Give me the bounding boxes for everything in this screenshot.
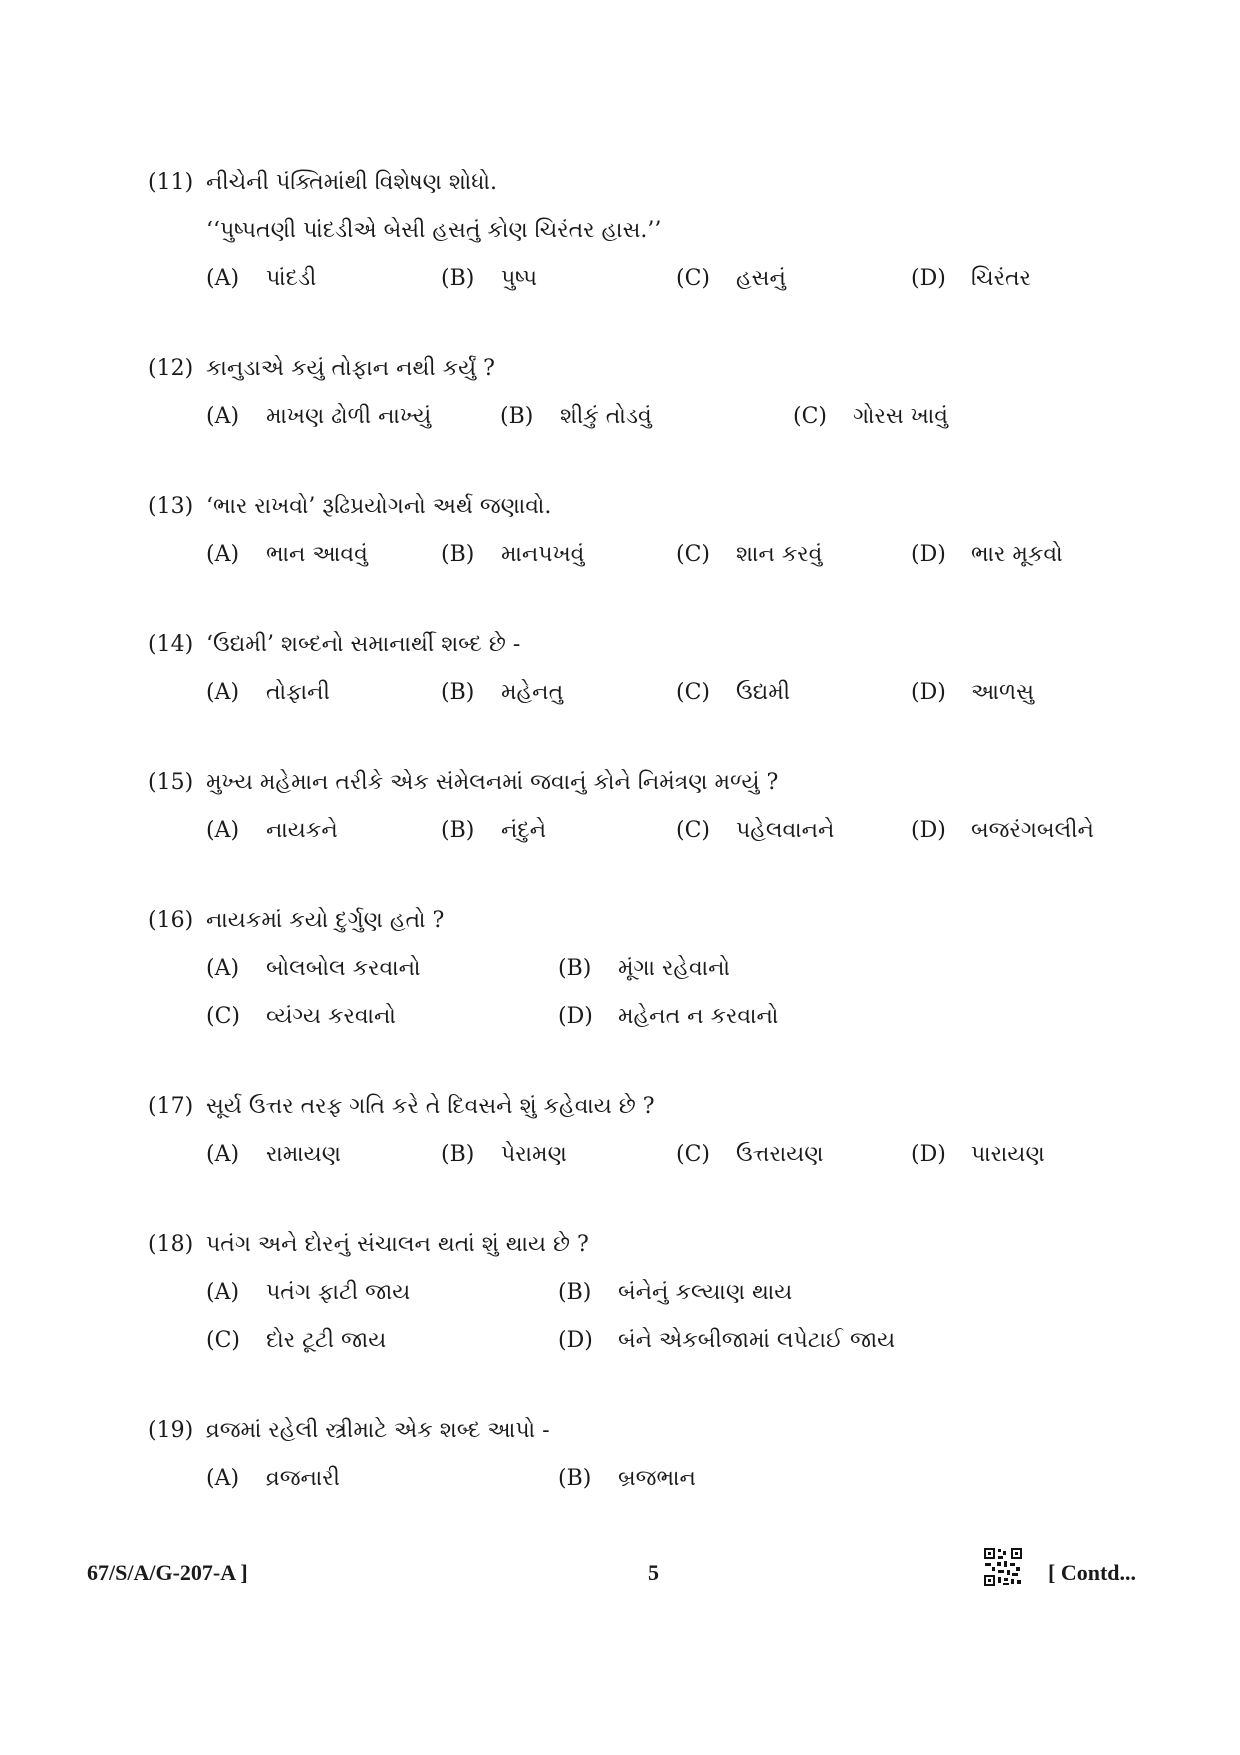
option-b: (B) બ્રજભાન [558,1466,696,1491]
question-text: મુખ્ય મહેમાન તરીકે એક સંમેલનમાં જવાનું કોને નિમંત્રણ મળ્યું ? [206,770,779,795]
question-number: (12) [148,356,194,381]
question-number: (11) [148,170,194,195]
option-d: (D) બજરંગબલીને [911,818,1094,843]
paper-code: 67/S/A/G-207-A ] [87,1560,248,1585]
option-b: (B) નંદુને [441,818,547,843]
question-number: (15) [148,770,194,795]
option-c: (C) શાન કરવું [676,542,823,567]
option-c: (C) હસનું [676,266,786,291]
option-a: (A) પતંગ ફાટી જાય [206,1280,411,1305]
option-c: (C) ઉદ્યમી [676,680,791,705]
option-c: (C) પહેલવાનને [676,818,835,843]
option-d: (D) ચિરંતર [911,266,1031,291]
option-d: (D) આળસુ [911,680,1034,705]
option-c: (C) દોર ટૂટી જાય [206,1328,387,1353]
option-b: (B) મહેનતુ [441,680,564,705]
question-text: વ્રજમાં રહેલી સ્ત્રીમાટે એક શબ્દ આપો - [206,1418,550,1443]
question-text: સૂર્ય ઉત્તર તરફ ગતિ કરે તે દિવસને શું કહેવાય છે ? [206,1094,655,1119]
option-a: (A) નાયકને [206,818,338,843]
option-b: (B) પેરામણ [441,1142,567,1167]
option-a: (A) બોલબોલ કરવાનો [206,956,421,981]
qr-code-icon [983,1547,1023,1587]
option-b: (B) શીકું તોડવું [500,404,652,429]
question-text: નીચેની પંક્તિમાંથી વિશેષણ શોધો. [206,170,498,195]
question-text: ‘ભાર રાખવો’ રૂઢિપ્રયોગનો અર્થ જણાવો. [206,494,552,519]
question-text: ‘ઉદ્યમી’ શબ્દનો સમાનાર્થી શબ્દ છે - [206,632,521,657]
question-number: (17) [148,1094,194,1119]
question-number: (16) [148,908,194,933]
question-number: (14) [148,632,194,657]
option-b: (B) પુષ્પ [441,266,538,291]
option-c: (C) વ્યંગ્ય કરવાનો [206,1004,396,1029]
option-d: (D) મહેનત ન કરવાનો [558,1004,779,1029]
option-a: (A) ભાન આવવું [206,542,368,567]
option-a: (A) માખણ ઢોળી નાખ્યું [206,404,432,429]
option-b: (B) મૂંગા રહેવાનો [558,956,730,981]
continued-label: [ Contd... [1048,1560,1137,1585]
option-a: (A) પાંદડી [206,266,317,291]
question-number: (18) [148,1232,194,1257]
option-d: (D) ભાર મૂકવો [911,542,1063,567]
question-text: નાયકમાં કયો દુર્ગુણ હતો ? [206,908,445,933]
question-text: કાનુડાએ કયું તોફાન નથી કર્યું ? [206,356,495,381]
page-number: 5 [648,1560,659,1585]
option-d: (D) પારાયણ [911,1142,1045,1167]
option-c: (C) ઉત્તરાયણ [676,1142,824,1167]
option-a: (A) તોફાની [206,680,330,705]
option-c: (C) ગોરસ ખાવું [793,404,948,429]
question-number: (19) [148,1418,194,1443]
option-d: (D) બંને એકબીજામાં લપેટાઈ જાય [558,1328,896,1353]
option-a: (A) રામાયણ [206,1142,341,1167]
question-text: પતંગ અને દોરનું સંચાલન થતાં શું થાય છે ? [206,1232,589,1257]
option-a: (A) વ્રજનારી [206,1466,340,1491]
option-b: (B) માનપખવું [441,542,585,567]
question-quote: ‘‘પુષ્પતણી પાંદડીએ બેસી હસતું કોણ ચિરંતર હાસ.’’ [206,218,662,243]
question-number: (13) [148,494,194,519]
option-b: (B) બંનેનું કલ્યાણ થાય [558,1280,793,1305]
